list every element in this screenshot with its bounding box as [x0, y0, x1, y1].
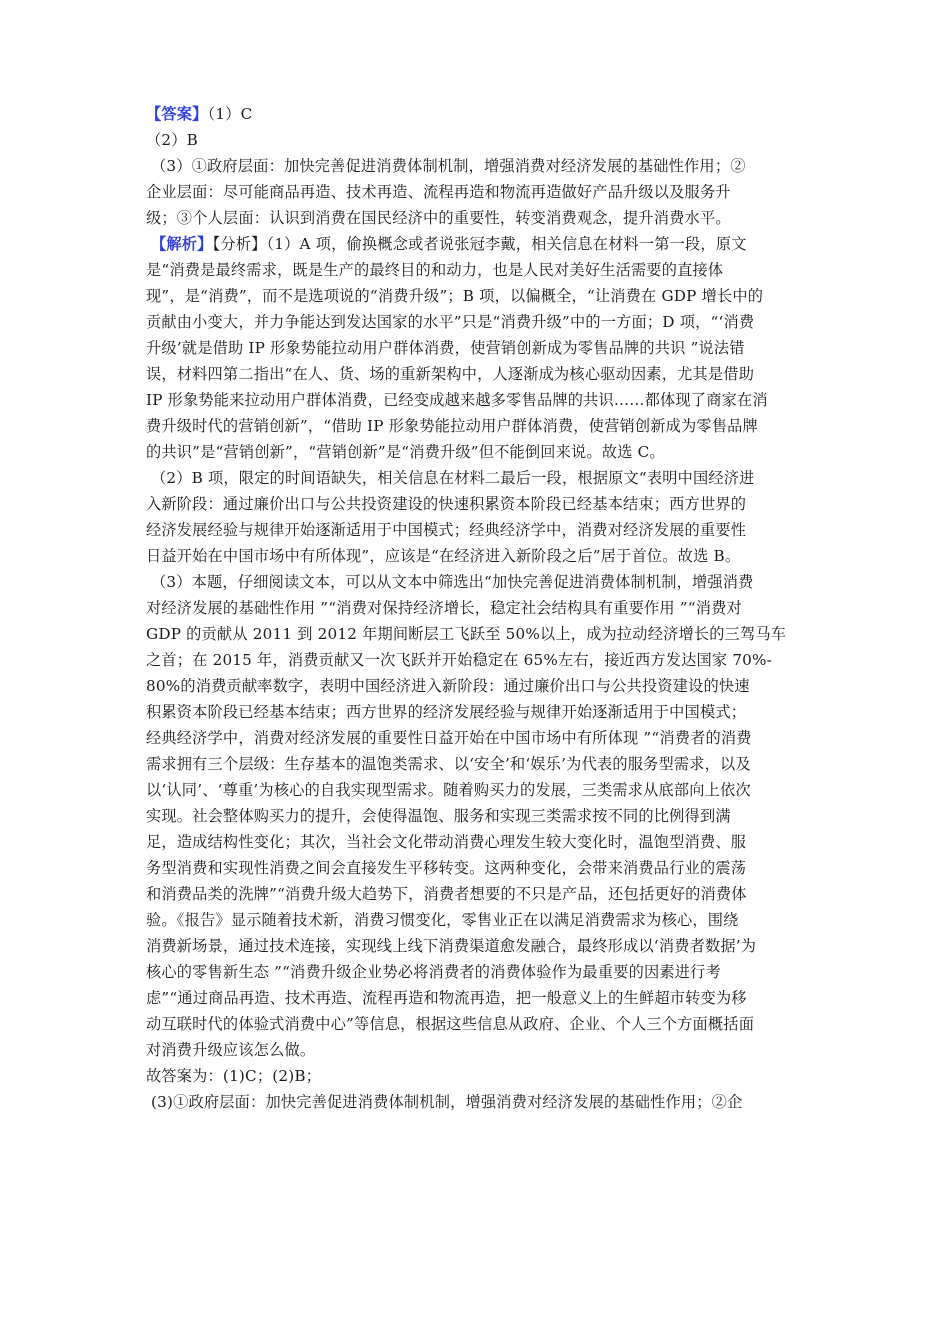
- analysis-line: 贡献由小变大，并力争能达到发达国家的水平”只是“消费升级”中的一方面；D 项，“‘消费: [146, 313, 755, 331]
- analysis-line: 积累资本阶段已经基本结束；西方世界的经济发展经验与规律开始逐渐适用于中国模式；: [146, 703, 747, 721]
- analysis-line: 对经济发展的基础性作用 ”“消费对保持经济增长，稳定社会结构具有重要作用 ”“消费对: [146, 599, 742, 617]
- answer-line-4: 企业层面：尽可能商品再造、技术再造、流程再造和物流再造做好产品升级以及服务升: [146, 183, 731, 201]
- analysis-text-1: 【分析】（1）A 项，偷换概念或者说张冠李戴，相关信息在材料一第一段，原文: [212, 235, 747, 253]
- analysis-line: 核心的零售新生态 ”“消费升级企业势必将消费者的消费体验作为最重要的因素进行考: [146, 963, 721, 981]
- analysis-line: 费升级时代的营销创新”，“借助 IP 形象势能拉动用户群体消费，使营销创新成为零售品牌: [146, 417, 758, 435]
- analysis-line: 以‘认同’、‘尊重’为核心的自我实现型需求。随着购买力的发展，三类需求从底部向上依次: [146, 781, 751, 799]
- analysis-line: 之首；在 2015 年，消费贡献又一次飞跃并开始稳定在 65%左右，接近西方发达国家 70%-: [146, 651, 773, 669]
- answer-line-3: （3）①政府层面：加快完善促进消费体制机制，增强消费对经济发展的基础性作用；②: [151, 157, 746, 175]
- analysis-line: 对消费升级应该怎么做。: [146, 1041, 316, 1059]
- analysis-line: （3）本题，仔细阅读文本，可以从文本中筛选出“加快完善促进消费体制机制，增强消费: [151, 573, 754, 591]
- analysis-line: 虑”“通过商品再造、技术再造、流程再造和物流再造，把一般意义上的生鲜超市转变为移: [146, 989, 747, 1007]
- analysis-line: IP 形象势能来拉动用户群体消费，已经变成越来越多零售品牌的共识……都体现了商家在消: [146, 391, 768, 409]
- analysis-line: 误，材料四第二指出“在人、货、场的重新架构中，人逐渐成为核心驱动因素，尤其是借助: [146, 365, 755, 383]
- analysis-line: 是“消费是最终需求，既是生产的最终目的和动力，也是人民对美好生活需要的直接体: [146, 261, 724, 279]
- answer-line-2: （2）B: [146, 131, 198, 149]
- analysis-line: 80%的消费贡献率数字，表明中国经济进入新阶段：通过廉价出口与公共投资建设的快速: [146, 677, 750, 695]
- answer-text-1: （1）C: [207, 105, 253, 123]
- answer-line-5: 级；③个人层面：认识到消费在国民经济中的重要性，转变消费观念，提升消费水平。: [146, 209, 731, 227]
- document-page: [146, 101, 812, 1115]
- analysis-line: 和消费品类的洗牌”“消费升级大趋势下，消费者想要的不只是产品，还包括更好的消费体: [146, 885, 747, 903]
- analysis-line: 实现。社会整体购买力的提升，会使得温饱、服务和实现三类需求按不同的比例得到满: [146, 807, 731, 825]
- analysis-line: 经典经济学中，消费对经济发展的重要性日益开始在中国市场中有所体现 ”“消费者的消费: [146, 729, 752, 747]
- analysis-line: 现”，是“消费”，而不是选项说的“消费升级”；B 项，以偏概全，“让消费在 GDP 增长中的: [146, 287, 764, 305]
- analysis-line-1: [146, 231, 812, 257]
- final-answer-line-2: (3)①政府层面：加快完善促进消费体制机制，增强消费对经济发展的基础性作用；②企: [151, 1093, 743, 1111]
- answer-tag: 【答案】: [146, 105, 208, 123]
- analysis-line: 务型消费和实现性消费之间会直接发生平移转变。这两种变化，会带来消费品行业的震荡: [146, 859, 747, 877]
- analysis-line: GDP 的贡献从 2011 到 2012 年期间断层工飞跃至 50%以上，成为拉动经济增长的三驾马车: [146, 625, 787, 643]
- analysis-line: 需求拥有三个层级：生存基本的温饱类需求、以‘安全’和‘娱乐’为代表的服务型需求，以及: [146, 755, 751, 773]
- analysis-tag: 【解析】: [151, 235, 213, 253]
- analysis-line: （2）B 项，限定的时间语缺失，相关信息在材料二最后一段，根据原文“表明中国经济进: [151, 469, 755, 487]
- analysis-line: 的共识”是“营销创新”，“营销创新”是“消费升级”但不能倒回来说。故选 C。: [146, 443, 665, 461]
- analysis-line: 消费新场景，通过技术连接，实现线上线下消费渠道愈发融合，最终形成以‘消费者数据’为: [146, 937, 757, 955]
- analysis-line: 验。《报告》显示随着技术新，消费习惯变化，零售业正在以满足消费需求为核心，围绕: [146, 911, 739, 929]
- final-answer-line-1: 故答案为：(1)C；(2)B；: [146, 1067, 322, 1085]
- analysis-line: 日益开始在中国市场中有所体现”，应该是“在经济进入新阶段之后”居于首位。故选 B。: [146, 547, 741, 565]
- analysis-line: 足，造成结构性变化；其次，当社会文化带动消费心理发生较大变化时，温饱型消费、服: [146, 833, 747, 851]
- analysis-line: 入新阶段：通过廉价出口与公共投资建设的快速积累资本阶段已经基本结束；西方世界的: [146, 495, 747, 513]
- analysis-line: 经济发展经验与规律开始逐渐适用于中国模式；经典经济学中，消费对经济发展的重要性: [146, 521, 747, 539]
- answer-line-1: [146, 101, 812, 127]
- analysis-line: 动互联时代的体验式消费中心”等信息，根据这些信息从政府、企业、个人三个方面概括面: [146, 1015, 755, 1033]
- analysis-line: 升级’就是借助 IP 形象势能拉动用户群体消费，使营销创新成为零售品牌的共识 ”说法错: [146, 339, 745, 357]
